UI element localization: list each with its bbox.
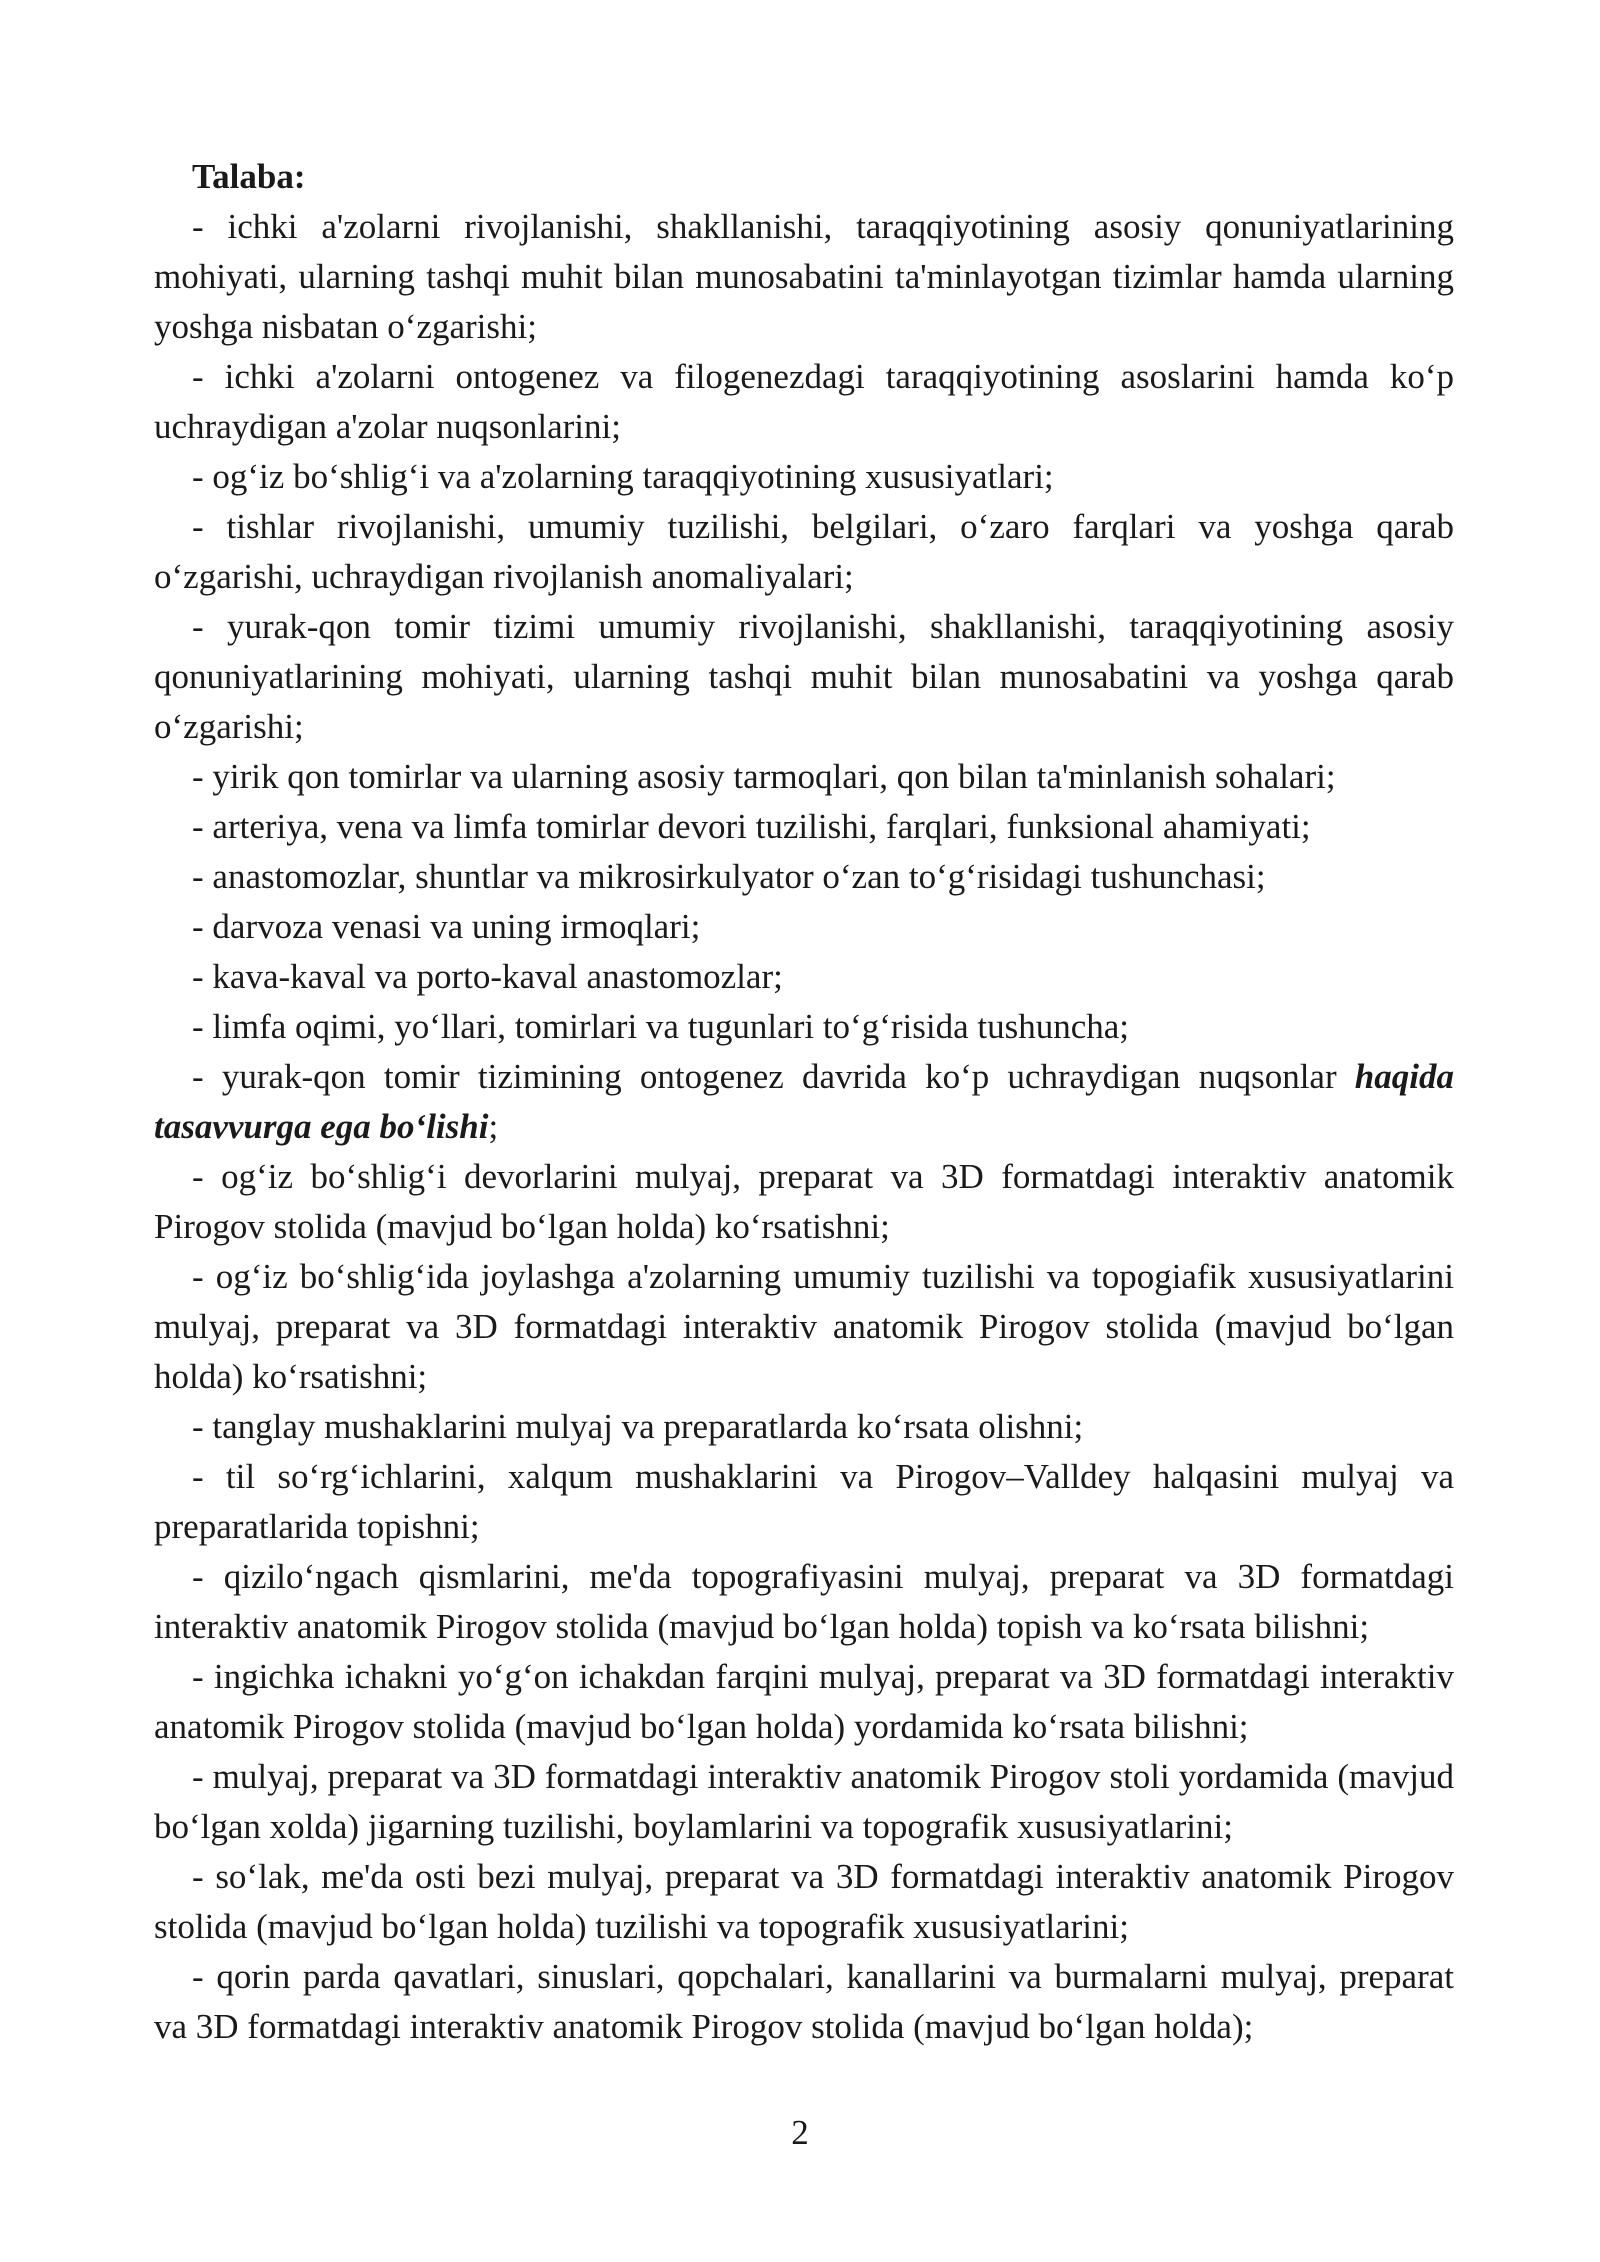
list-item: - darvoza venasi va uning irmoqlari; <box>192 907 701 946</box>
list-item: - kava-kaval va porto-kaval anastomozlar; <box>192 957 783 996</box>
list-item-emphasis <box>154 1052 1454 1152</box>
page-number: 2 <box>791 2113 809 2152</box>
list-item: - og‘iz bo‘shlig‘i va a'zolarning taraqqiyotining xususiyatlari; <box>192 457 1054 496</box>
list-item: - qorin parda qavatlari, sinuslari, qopchalari, kanallarini va burmalarni mulyaj, preparat va 3D formatdagi interaktiv anatomik Pirogov stolida (mavjud bo‘lgan holda); <box>154 1957 1454 2046</box>
list-item: - til so‘rg‘ichlarini, xalqum mushaklarini va Pirogov–Valldey halqasini mulyaj va preparatlarida topishni; <box>154 1457 1454 1546</box>
emphasized-text: haqida tasavvurga ega bo‘lishi <box>154 1057 1454 1146</box>
list-item: - tanglay mushaklarini mulyaj va preparatlarda ko‘rsata olishni; <box>192 1407 1084 1446</box>
list-item: - og‘iz bo‘shlig‘ida joylashga a'zolarning umumiy tuzilishi va topogiafik xususiyatlarini mulyaj, preparat va 3D formatdagi interaktiv anatomik Pirogov stolida (mavjud bo‘lgan holda) ko‘rsatishni; <box>154 1257 1454 1396</box>
document-body <box>154 152 1454 2052</box>
list-item: - ichki a'zolarni ontogenez va filogenezdagi taraqqiyotining asoslarini hamda ko‘p uchraydigan a'zolar nuqsonlarini; <box>154 357 1454 446</box>
list-item: - limfa oqimi, yo‘llari, tomirlari va tugunlari to‘g‘risida tushuncha; <box>192 1007 1130 1046</box>
list-item: - ichki a'zolarni rivojlanishi, shakllanishi, taraqqiyotining asosiy qonuniyatlarining mohiyati, ularning tashqi muhit bilan munosabatini ta'minlayotgan tizimlar hamda ularning yoshga nisbatan o‘zgarishi; <box>154 207 1454 346</box>
list-item-text: - yurak-qon tomir tizimining ontogenez davrida ko‘p uchraydigan nuqsonlar <box>192 1057 1355 1096</box>
list-item: - yurak-qon tomir tizimi umumiy rivojlanishi, shakllanishi, taraqqiyotining asosiy qonuniyatlarining mohiyati, ularning tashqi muhit bilan munosabatini va yoshga qarab o‘zgarishi; <box>154 607 1454 746</box>
list-item: - anastomozlar, shuntlar va mikrosirkulyator o‘zan to‘g‘risidagi tushunchasi; <box>192 857 1266 896</box>
list-item: - yirik qon tomirlar va ularning asosiy tarmoqlari, qon bilan ta'minlanish sohalari; <box>192 757 1336 796</box>
list-item: - qizilo‘ngach qismlarini, me'da topografiyasini mulyaj, preparat va 3D formatdagi interaktiv anatomik Pirogov stolida (mavjud bo‘lgan holda) topish va ko‘rsata bilishni; <box>154 1557 1454 1646</box>
list-item: - tishlar rivojlanishi, umumiy tuzilishi, belgilari, o‘zaro farqlari va yoshga qarab o‘zgarishi, uchraydigan rivojlanish anomaliyalari; <box>154 507 1454 596</box>
list-item: - mulyaj, preparat va 3D formatdagi interaktiv anatomik Pirogov stoli yordamida (mavjud bo‘lgan xolda) jigarning tuzilishi, boylamlarini va topografik xususiyatlarini; <box>154 1757 1454 1846</box>
list-item: - arteriya, vena va limfa tomirlar devori tuzilishi, farqlari, funksional ahamiyati; <box>192 807 1311 846</box>
list-item: - og‘iz bo‘shlig‘i devorlarini mulyaj, preparat va 3D formatdagi interaktiv anatomik Pirogov stolida (mavjud bo‘lgan holda) ko‘rsatishni; <box>154 1157 1454 1246</box>
list-item-text: ; <box>488 1107 499 1146</box>
list-item: - ingichka ichakni yo‘g‘on ichakdan farqini mulyaj, preparat va 3D formatdagi interaktiv anatomik Pirogov stolida (mavjud bo‘lgan holda) yordamida ko‘rsata bilishni; <box>154 1657 1454 1746</box>
list-item: - so‘lak, me'da osti bezi mulyaj, preparat va 3D formatdagi interaktiv anatomik Pirogov stolida (mavjud bo‘lgan holda) tuzilishi va topografik xususiyatlarini; <box>154 1857 1454 1946</box>
section-heading: Talaba: <box>192 157 306 196</box>
